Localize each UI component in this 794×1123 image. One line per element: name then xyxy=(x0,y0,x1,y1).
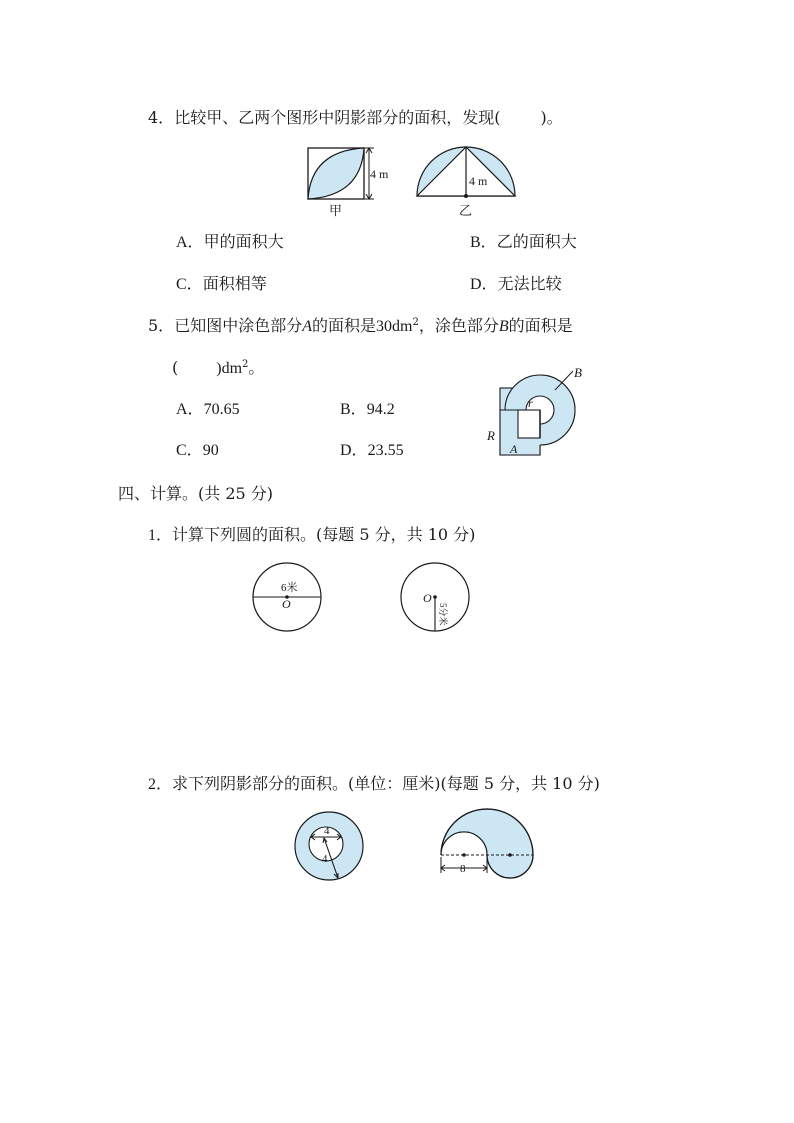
q4-option-a[interactable] xyxy=(176,232,284,253)
label-r: r xyxy=(528,396,533,410)
option-text: 70.65 xyxy=(203,401,240,418)
option-key: B． xyxy=(340,401,367,418)
p2-text: 求下列阴影部分的面积。(单位：厘米)(每题 5 分，共 10 分) xyxy=(172,774,600,793)
q5-option-c[interactable] xyxy=(176,441,219,461)
yi-caption: 乙 xyxy=(459,203,473,218)
q4-stem-end: )。 xyxy=(540,108,563,127)
option-text: 面积相等 xyxy=(202,274,267,293)
q5-option-a[interactable] xyxy=(176,400,240,420)
shaded-figure-2 xyxy=(436,805,540,885)
shaded-figure-1 xyxy=(293,810,367,882)
q4-number: 4． xyxy=(148,108,175,127)
c1-dim-label: 6米 xyxy=(281,582,298,594)
p1-number: 1． xyxy=(148,527,173,544)
q4-stem-text: 比较甲、乙两个图形中阴影部分的面积，发现( xyxy=(174,108,501,127)
section4-p2 xyxy=(148,774,600,795)
q5-stem-part: ，涂色部分 xyxy=(418,316,499,335)
q5-stem-part: 的面积是 xyxy=(508,316,573,335)
q5-stem-part: 已知图中涂色部分 xyxy=(174,316,303,335)
var-a: A xyxy=(302,318,312,335)
jia-caption: 甲 xyxy=(329,203,343,218)
q5-blank-line xyxy=(172,358,264,379)
f1-slant-label: 4 xyxy=(322,853,328,865)
section4-p1 xyxy=(148,525,475,546)
blank-exp: 2 xyxy=(242,359,249,370)
q5-option-b[interactable] xyxy=(340,400,395,420)
option-text: 无法比较 xyxy=(497,274,562,293)
q5-stem-part: 的面积是 xyxy=(311,316,376,335)
q4-option-d[interactable] xyxy=(470,274,562,295)
option-key: D． xyxy=(340,442,368,459)
q5-exp: 2 xyxy=(412,317,419,328)
option-key: C． xyxy=(176,276,203,293)
option-key: A． xyxy=(176,234,204,251)
option-text: 23.55 xyxy=(367,442,404,459)
q5-option-d[interactable] xyxy=(340,441,404,461)
q5-number: 5． xyxy=(148,316,175,335)
label-a: A xyxy=(510,442,518,456)
yi-dim-label: 4 m xyxy=(469,174,488,188)
p1-text: 计算下列圆的面积。(每题 5 分，共 10 分) xyxy=(172,525,476,544)
label-big-r: R xyxy=(487,428,495,443)
circle-figure-1 xyxy=(250,562,326,634)
p2-number: 2． xyxy=(148,776,173,793)
blank-close: )dm xyxy=(216,360,243,377)
q4-option-b[interactable] xyxy=(470,232,577,253)
c2-dim-label: 5分米 xyxy=(438,603,448,626)
option-key: D． xyxy=(470,276,498,293)
figure-yi xyxy=(415,140,525,220)
option-text: 乙的面积大 xyxy=(496,232,577,251)
blank-open: ( xyxy=(172,358,179,377)
option-key: B． xyxy=(470,234,497,251)
option-key: C． xyxy=(176,442,203,459)
jia-dim-label: 4 m xyxy=(370,167,389,181)
section-heading: 四、计算。(共 25 分) xyxy=(118,484,274,503)
c1-center-label: O xyxy=(282,597,291,611)
q5-stem xyxy=(148,316,573,337)
circle-figure-2 xyxy=(398,562,474,634)
option-text: 90 xyxy=(202,442,219,459)
f1-top-label: 4 xyxy=(324,825,330,837)
f2-base-label: 8 xyxy=(460,863,466,875)
option-text: 94.2 xyxy=(366,401,395,418)
figure-jia xyxy=(300,140,400,220)
option-text: 甲的面积大 xyxy=(203,232,284,251)
q5-figure xyxy=(480,365,590,465)
blank-end: 。 xyxy=(248,358,265,377)
q4-stem xyxy=(148,108,563,128)
c2-center-label: O xyxy=(423,591,432,605)
option-key: A． xyxy=(176,401,204,418)
var-b: B xyxy=(498,318,509,335)
q5-value: 30dm xyxy=(376,318,413,335)
label-b: B xyxy=(574,365,582,380)
q4-option-c[interactable] xyxy=(176,274,267,295)
